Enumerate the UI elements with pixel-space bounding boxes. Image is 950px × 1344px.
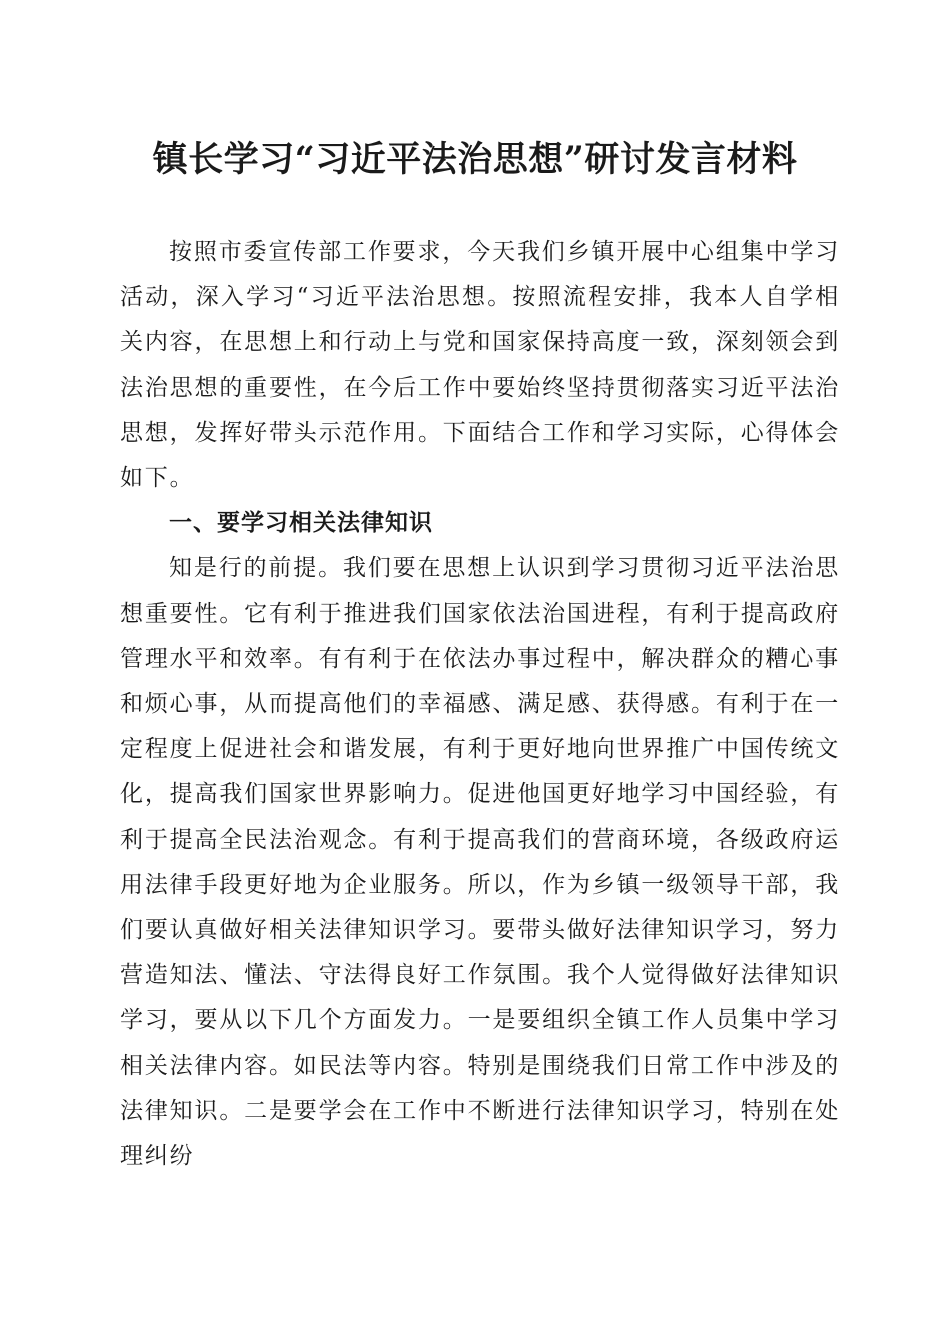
document-title: 镇长学习“习近平法治思想”研讨发言材料 (152, 139, 798, 180)
intro-paragraph: 按照市委宣传部工作要求，今天我们乡镇开展中心组集中学习活动，深入学习“习近平法治思想。按照流程安排，我本人自学相关内容，在思想上和行动上与党和国家保持高度一致，深刻领会到法治思想的重要性，在今后工作中要始终坚持贯彻落实习近平法治思想，发挥好带头示范作用。下面结合工作和学习实际，心得体会如下。 (120, 239, 840, 492)
section-paragraph: 知是行的前提。我们要在思想上认识到学习贯彻习近平法治思想重要性。它有利于推进我们国家依法治国进程，有利于提高政府管理水平和效率。有有利于在依法办事过程中，解决群众的糟心事和烦心事，从而提高他们的幸福感、满足感、获得感。有利于在一定程度上促进社会和谐发展，有利于更好地向世界推广中国传统文化，提高我们国家世界影响力。促进他国更好地学习中国经验，有利于提高全民法治观念。有利于提高我们的营商环境，各级政府运用法律手段更好地为企业服务。所以，作为乡镇一级领导干部，我们要认真做好相关法律知识学习。要带头做好法律知识学习，努力营造知法、懂法、守法得良好工作氛围。我个人觉得做好法律知识学习，要从以下几个方面发力。一是要组织全镇工作人员集中学习相关法律内容。如民法等内容。特别是围绕我们日常工作中涉及的法律知识。二是要学会在工作中不断进行法律知识学习，特别在处理纠纷 (120, 555, 840, 1170)
document-body (120, 230, 840, 1179)
section-heading: 一、要学习相关法律知识 (169, 510, 433, 537)
